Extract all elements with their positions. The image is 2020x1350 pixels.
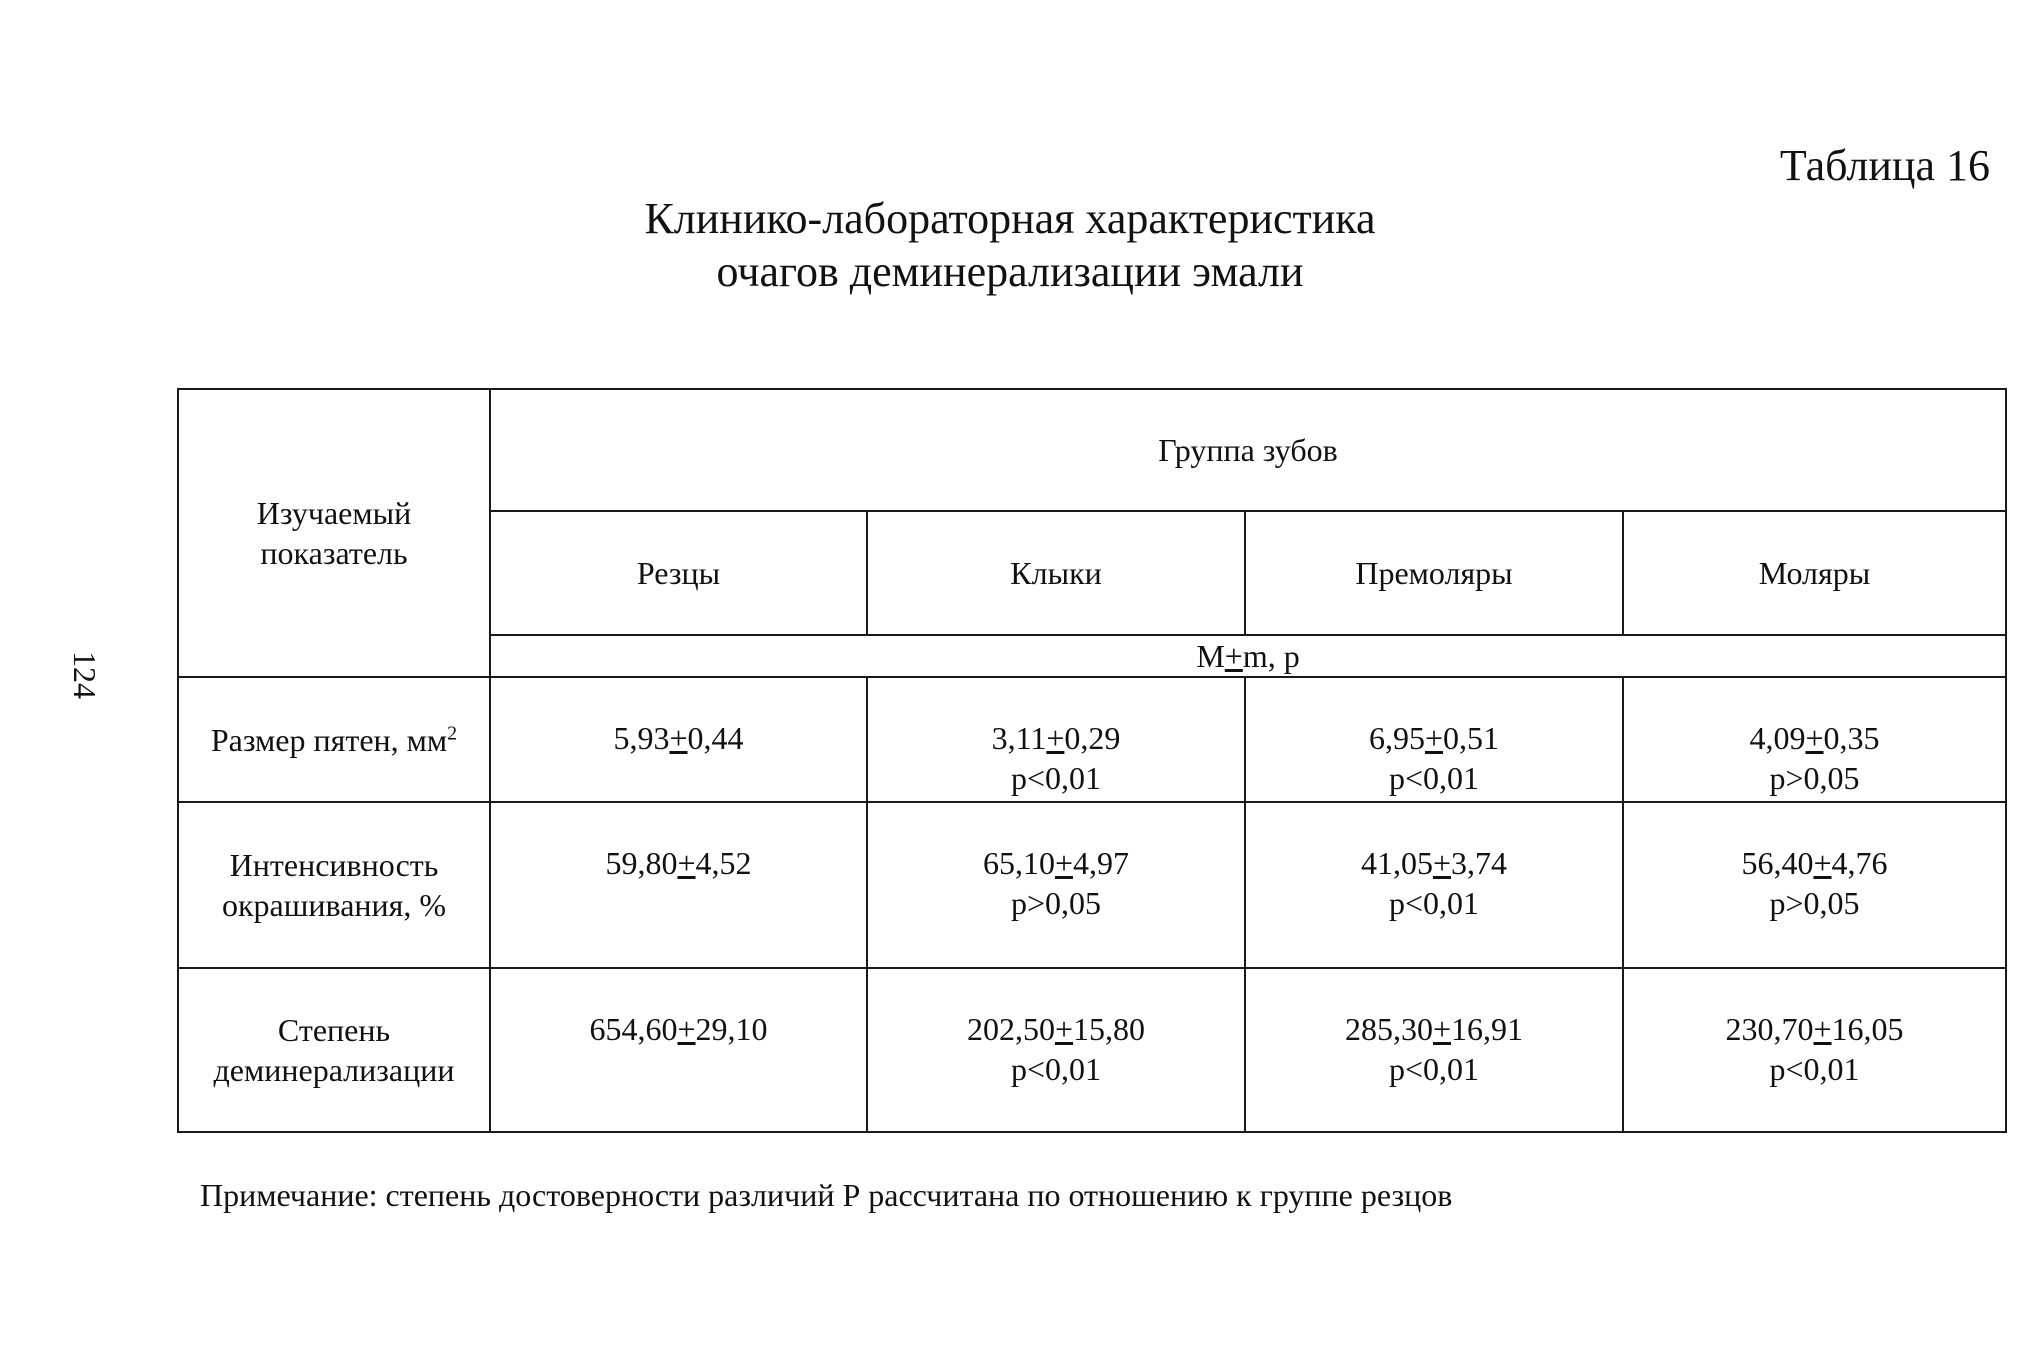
- error-value: 3,74: [1451, 845, 1508, 881]
- error-value: 0,44: [687, 720, 744, 756]
- error-value: 29,10: [695, 1011, 768, 1047]
- value-cell: [1623, 968, 2006, 1132]
- mean-value: 285,30: [1344, 1011, 1433, 1047]
- row-label-demineralization-degree: [178, 968, 490, 1132]
- value-cell: [1245, 677, 1623, 802]
- p-value: p<0,01: [1010, 1051, 1102, 1087]
- mean-value: 59,80: [605, 845, 678, 881]
- plus-minus: +: [1046, 720, 1065, 756]
- error-value: 0,51: [1443, 720, 1500, 756]
- value-cell: [490, 677, 867, 802]
- table-label: Таблица 16: [1779, 141, 1990, 190]
- mean-value: 654,60: [589, 1011, 678, 1047]
- data-table: [177, 388, 2007, 1133]
- mean-value: 6,95: [1368, 720, 1425, 756]
- row-label-staining-intensity: [178, 802, 490, 968]
- stat-header-m: M: [1196, 638, 1225, 674]
- p-value: p<0,01: [1010, 760, 1102, 796]
- table-header-row: [178, 389, 2006, 511]
- plus-minus: +: [1432, 845, 1452, 881]
- plus-minus: +: [1813, 845, 1832, 881]
- p-value: p<0,01: [1769, 1051, 1860, 1087]
- row-label-spot-size: [178, 677, 490, 802]
- value-cell: [1245, 968, 1623, 1132]
- stat-header-cell: [490, 635, 2006, 677]
- mean-value: 65,10: [982, 845, 1055, 881]
- error-value: 4,97: [1073, 845, 1130, 881]
- column-header-molars: Моляры: [1623, 511, 2006, 635]
- mean-value: 41,05: [1360, 845, 1433, 881]
- error-value: 4,52: [695, 845, 752, 881]
- error-value: 16,91: [1451, 1011, 1524, 1047]
- table-row: [178, 677, 2006, 802]
- error-value: 16,05: [1831, 1011, 1904, 1047]
- table-row: [178, 968, 2006, 1132]
- p-value: p>0,05: [1010, 885, 1102, 921]
- p-value: p>0,05: [1769, 760, 1860, 796]
- value-cell: [1245, 802, 1623, 968]
- value-cell: [1623, 677, 2006, 802]
- value-cell: [867, 968, 1245, 1132]
- mean-value: 230,70: [1725, 1011, 1814, 1047]
- page-number: 124: [67, 651, 103, 699]
- row-label-line1: Интенсивность: [229, 847, 439, 883]
- group-header-cell: Группа зубов: [490, 389, 2006, 511]
- value-cell: [867, 677, 1245, 802]
- stat-header-pm: +: [1224, 638, 1243, 674]
- table-title-line2: очагов деминерализации эмали: [716, 247, 1304, 296]
- plus-minus: +: [1805, 720, 1824, 756]
- plus-minus: +: [1424, 720, 1444, 756]
- value-cell: [490, 968, 867, 1132]
- rowhead-header-line2: показатель: [260, 535, 408, 571]
- stat-header-rest: m, p: [1242, 638, 1300, 674]
- p-value: p>0,05: [1769, 885, 1860, 921]
- error-value: 0,29: [1064, 720, 1121, 756]
- row-label-superscript: 2: [447, 721, 458, 744]
- value-cell: [490, 802, 867, 968]
- column-header-incisors: Резцы: [490, 511, 867, 635]
- plus-minus: +: [1813, 1011, 1832, 1047]
- mean-value: 4,09: [1749, 720, 1806, 756]
- row-label-line2: окрашивания, %: [221, 887, 447, 923]
- mean-value: 56,40: [1741, 845, 1814, 881]
- row-label-text: Размер пятен, мм: [210, 721, 448, 758]
- plus-minus: +: [1054, 845, 1074, 881]
- error-value: 0,35: [1823, 720, 1880, 756]
- mean-value: 5,93: [613, 720, 670, 756]
- p-value: p<0,01: [1388, 760, 1480, 796]
- p-value: p<0,01: [1388, 1051, 1480, 1087]
- error-value: 15,80: [1073, 1011, 1146, 1047]
- plus-minus: +: [1054, 1011, 1074, 1047]
- p-value: p<0,01: [1388, 885, 1480, 921]
- row-label-line2: деминерализации: [213, 1052, 455, 1088]
- plus-minus: +: [677, 845, 696, 881]
- row-label-line1: Степень: [277, 1012, 391, 1048]
- value-cell: [867, 802, 1245, 968]
- table-note: Примечание: степень достоверности различий Р рассчитана по отношению к группе резцов: [200, 1177, 1453, 1213]
- rowhead-header-line1: Изучаемый: [256, 495, 412, 531]
- table-title-line1: Клинико-лабораторная характеристика: [644, 194, 1376, 243]
- plus-minus: +: [669, 720, 688, 756]
- value-cell: [1623, 802, 2006, 968]
- error-value: 4,76: [1831, 845, 1888, 881]
- column-header-premolars: Премоляры: [1245, 511, 1623, 635]
- plus-minus: +: [677, 1011, 696, 1047]
- mean-value: 202,50: [966, 1011, 1055, 1047]
- column-header-canines: Клыки: [867, 511, 1245, 635]
- table-row: [178, 802, 2006, 968]
- rowhead-header-cell: [178, 389, 490, 677]
- mean-value: 3,11: [991, 720, 1047, 756]
- plus-minus: +: [1432, 1011, 1452, 1047]
